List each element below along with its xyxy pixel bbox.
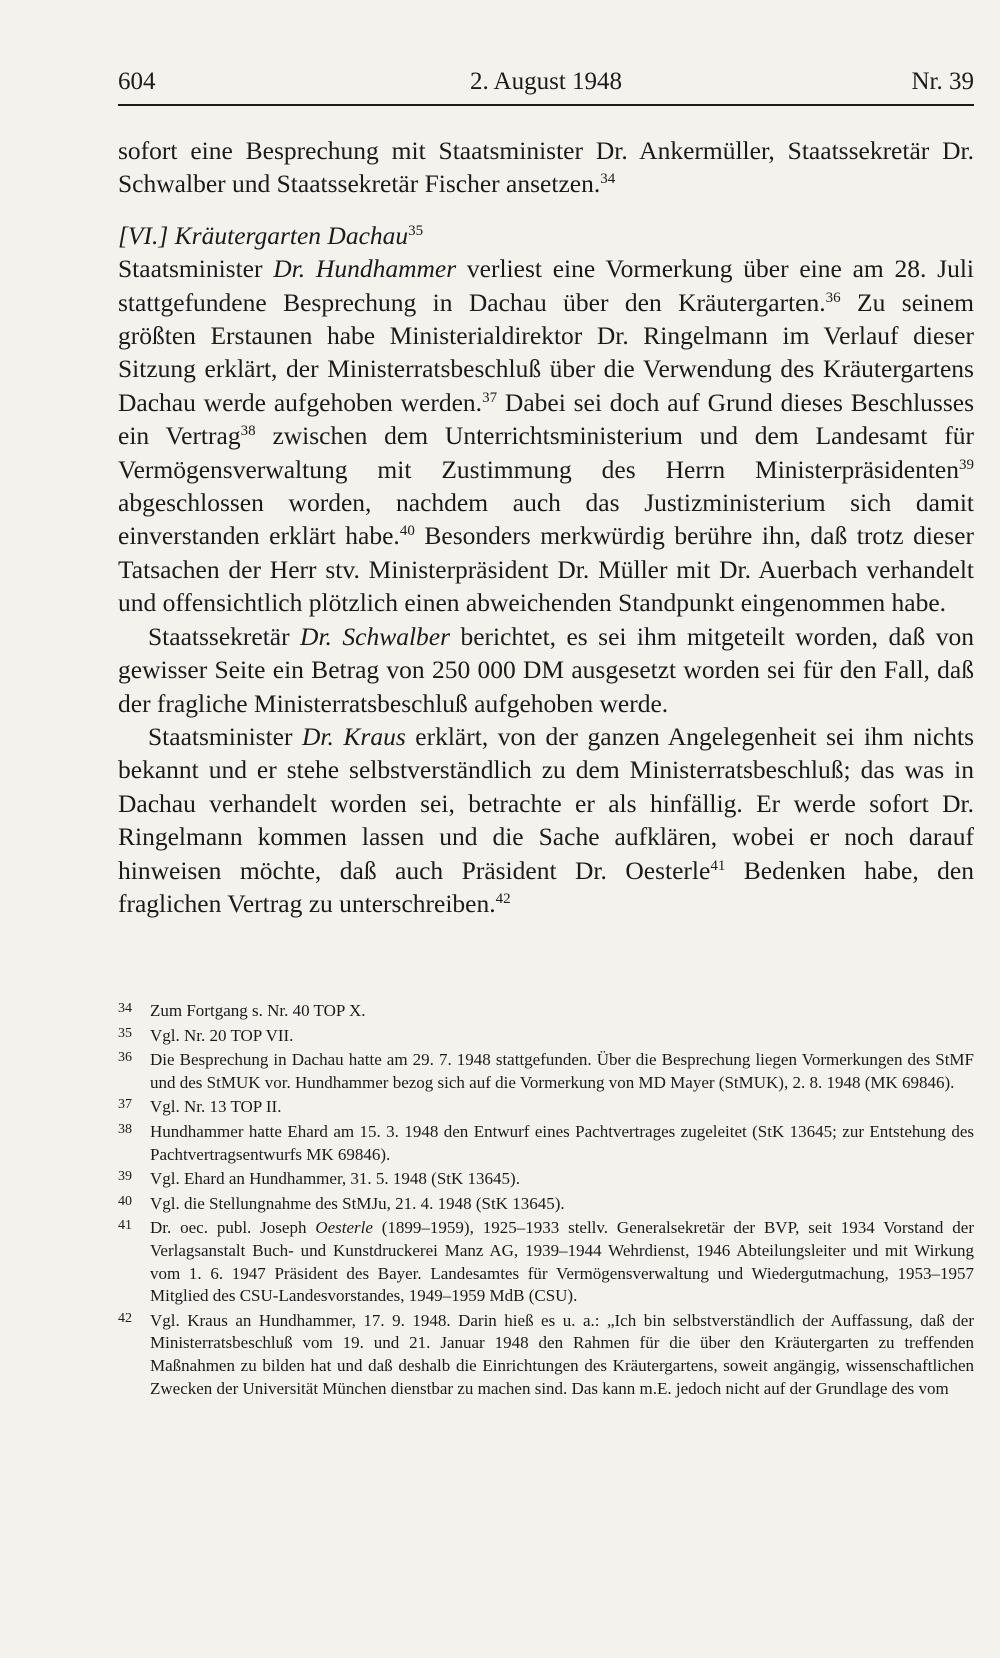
footnote-ref: 42 [495, 890, 511, 907]
paragraph-text: Staatssekretär [148, 621, 301, 651]
footnote-number: 35 [118, 1025, 132, 1041]
running-header [118, 68, 974, 102]
paragraph-text: verliest eine Vormerkung über eine am 28. Juli stattgefundene Besprechung in Dachau über den Kräutergarten. [118, 254, 974, 317]
header-date: 2. August 1948 [469, 68, 623, 95]
paragraph [118, 620, 974, 720]
footnote-ref: 35 [408, 222, 424, 239]
footnote-text: Vgl. Nr. 20 TOP VII. [150, 1025, 294, 1045]
footnote-text: (1899–1959), 1925–1933 stellv. Generalsekretär der BVP, seit 1934 Vorstand der Verlagsanstalt Buch- und Kunstdruckerei Manz AG, 1939–1944 Wehrdienst, 1946 Abteilungsleiter und mit Wirkung vom 1. 6. 1947 Präsident des Bayer. Landesamtes für Vermögensverwaltung und Wiedergutmachung, 1953–1957 Mitglied des CSU-Landesvorstandes, 1949–1959 MdB (CSU). [150, 1218, 974, 1306]
footnote-ref: 38 [240, 423, 256, 440]
section-title: Kräutergarten Dachau [174, 220, 409, 250]
footnote-text: Vgl. Nr. 13 TOP II. [150, 1097, 282, 1117]
paragraph-text: Bedenken habe, den fraglichen Vertrag zu unterschreiben. [118, 855, 975, 918]
paragraph-text: sofort eine Besprechung mit Staatsminister Dr. Ankermüller, Staatssekretär Dr. Schwalber und Staatssekretär Fischer ansetzen. [118, 136, 974, 199]
section-heading [118, 219, 974, 252]
footnote-text: Vgl. Kraus an Hundhammer, 17. 9. 1948. Darin hieß es u. a.: „Ich bin selbstverständlich der Auffassung, daß der Ministerratsbeschluß vom 19. und 21. Januar 1948 den Rahmen für die über den Kräutergarten zu treffenden Maßnahmen zu bilden hat und daß deshalb die Einrichtungen des Kräutergartens, soweit angängig, wissenschaftlichen Zwecken der Universität München dienstbar zu machen sind. Das kann m.E. jedoch nicht auf der Grundlage des vom [150, 1310, 974, 1398]
paragraph-text: Zu seinem größten Erstaunen habe Ministerialdirektor Dr. Ringelmann im Verlauf dieser Sitzung erklärt, der Ministerratsbeschluß über die Verwendung des Kräutergartens Dachau werde aufgehoben werden. [118, 287, 975, 417]
section-number: [VI.] [118, 220, 169, 250]
paragraph-text: Dabei sei doch auf Grund dieses Beschlusses ein Vertrag [118, 387, 975, 451]
paragraph-text: Staatsminister [118, 254, 274, 284]
footnote-text: Vgl. Ehard an Hundhammer, 31. 5. 1948 (StK 13645). [150, 1169, 520, 1189]
paragraph-text: zwischen dem Unterrichtsministerium und dem Landesamt für Vermögensverwaltung mit Zustimmung des Herrn Ministerpräsidenten [118, 421, 974, 484]
footnote-text: Vgl. die Stellungnahme des StMJu, 21. 4. 1948 (StK 13645). [150, 1193, 565, 1213]
footnote [118, 1000, 974, 1023]
footnote [118, 1049, 974, 1094]
footnote-ref: 34 [600, 171, 616, 188]
footnote [118, 1121, 974, 1166]
footnote-number: 34 [118, 1001, 132, 1016]
footnote-number: 41 [118, 1218, 132, 1234]
footnotes [118, 1000, 974, 1402]
footnote-text: Hundhammer hatte Ehard am 15. 3. 1948 den Entwurf eines Pachtvertrages zugeleitet (StK 13645; zur Entstehung des Pachtvertragsentwurfs MK 69846). [150, 1121, 974, 1164]
paragraph [118, 252, 974, 619]
header-rule [118, 104, 974, 106]
main-text [118, 134, 974, 920]
paragraph [118, 720, 974, 920]
paragraph-text: Besonders merkwürdig berühre ihn, daß trotz dieser Tatsachen der Herr stv. Ministerpräsident Dr. Müller mit Dr. Auerbach verhandelt und offensichtlich plötzlich einen abweichenden Standpunkt eingenommen habe. [118, 521, 974, 618]
footnote-ref: 40 [399, 523, 415, 540]
footnote-ref: 41 [710, 857, 726, 874]
footnote [118, 1310, 974, 1400]
footnote [118, 1217, 974, 1307]
speaker-name: Dr. Kraus [302, 721, 406, 751]
paragraph [118, 134, 974, 201]
footnote-ref: 36 [825, 289, 841, 306]
speaker-name: Dr. Hundhammer [273, 254, 457, 284]
footnote [118, 1168, 974, 1191]
footnote-ref: 37 [482, 389, 498, 406]
footnote-number: 37 [118, 1097, 132, 1113]
footnote-number: 36 [118, 1050, 132, 1066]
paragraph-text: berichtet, es sei ihm mitgeteilt worden, daß von gewisser Seite ein Betrag von 250 000 DM ausgesetzt worden sei für den Fall, daß der fragliche Ministerratsbeschluß aufgehoben werde. [118, 621, 974, 718]
footnote [118, 1025, 974, 1048]
footnote [118, 1193, 974, 1216]
footnote-text: Die Besprechung in Dachau hatte am 29. 7. 1948 stattgefunden. Über die Besprechung liegen Vormerkungen des StMF und des StMUK vor. Hundhammer bezog sich auf die Vormerkung von MD Mayer (StMUK), 2. 8. 1948 (MK 69846). [150, 1050, 974, 1092]
footnote-ref: 39 [959, 456, 974, 473]
paragraph-text: Staatsminister [148, 721, 302, 751]
footnote-number: 40 [118, 1193, 132, 1209]
paragraph-text: abgeschlossen worden, nachdem auch das Justizministerium sich damit einverstanden erklärt habe. [118, 488, 974, 551]
footnote-number: 42 [118, 1310, 132, 1326]
page-number: 604 [118, 68, 156, 95]
issue-number: Nr. 39 [911, 68, 974, 95]
footnote-number: 39 [118, 1169, 132, 1185]
paragraph-text: erklärt, von der ganzen Angelegenheit sei ihm nichts bekannt und er stehe selbstverständlich zu dem Ministerratsbeschluß; das was in Dachau verhandelt worden sei, betrachte er als hinfällig. Er werde sofort Dr. Ringelmann kommen lassen und die Sache aufklären, wobei er noch darauf hinweisen möchte, daß auch Präsident Dr. Oesterle [118, 721, 974, 885]
footnote-text: Zum Fortgang s. Nr. 40 TOP X. [150, 1001, 366, 1020]
footnote-number: 38 [118, 1121, 132, 1137]
person-name: Oesterle [315, 1218, 373, 1238]
speaker-name: Dr. Schwalber [300, 621, 451, 651]
footnote-text: Dr. oec. publ. Joseph [150, 1218, 316, 1238]
footnote [118, 1096, 974, 1119]
